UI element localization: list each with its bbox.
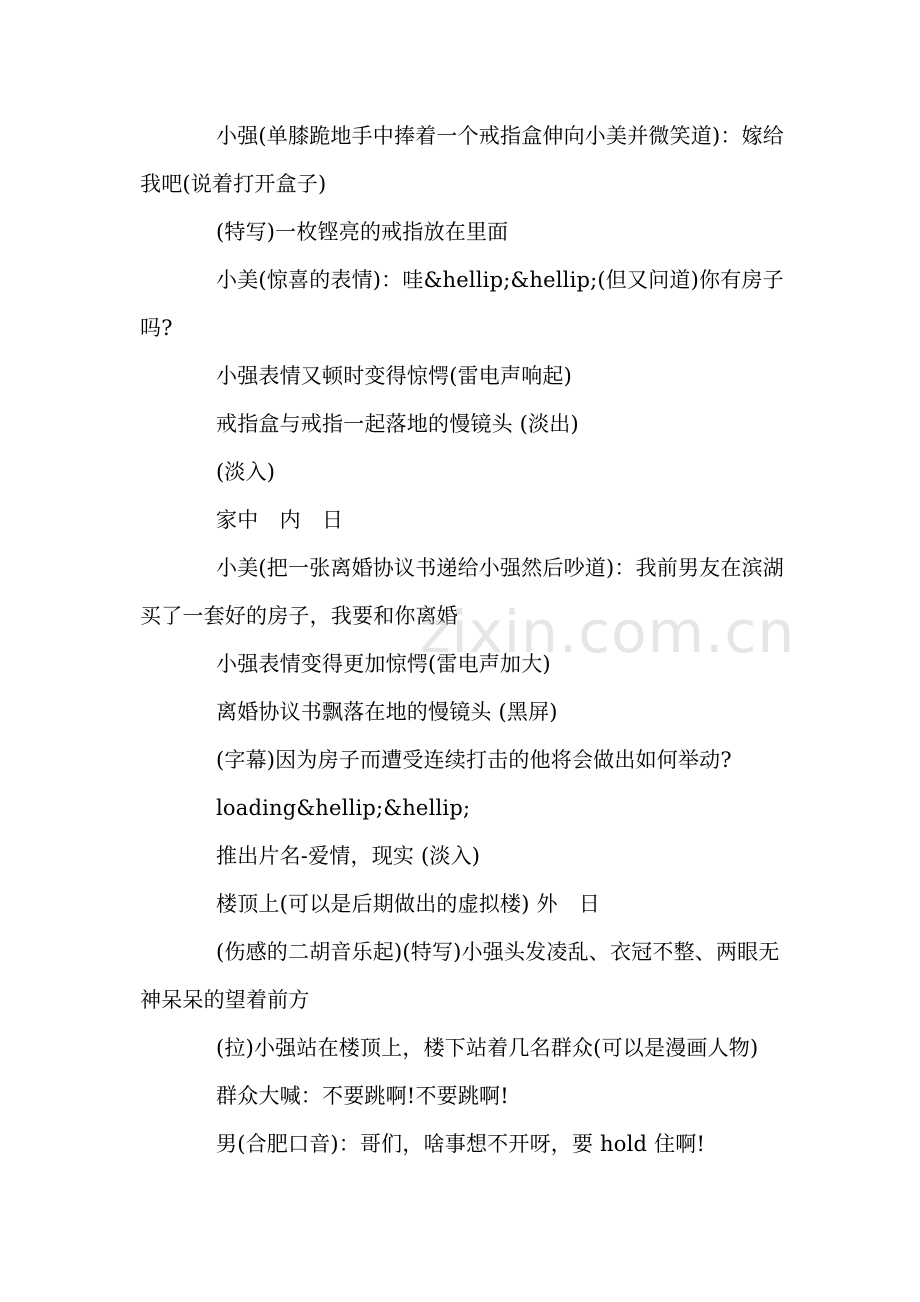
paragraph-2: (特写)一枚铿亮的戒指放在里面 — [216, 220, 509, 244]
paragraph-3: 小美(惊喜的表情)：哇&hellip;&hellip;(但又问道)你有房子吗? — [140, 268, 784, 340]
paragraph-15: (伤感的二胡音乐起)(特写)小强头发凌乱、衣冠不整、两眼无神呆呆的望着前方 — [140, 940, 780, 1012]
paragraph-8: 小美(把一张离婚协议书递给小强然后吵道)：我前男友在滨湖买了一套好的房子，我要和你离婚 — [140, 556, 784, 628]
paragraph-1: 小强(单膝跪地手中捧着一个戒指盒伸向小美并微笑道)：嫁给我吧(说着打开盒子) — [140, 124, 784, 196]
paragraph-11: (字幕)因为房子而遭受连续打击的他将会做出如何举动? — [216, 748, 732, 772]
paragraph-9: 小强表情变得更加惊愕(雷电声加大) — [216, 652, 551, 676]
paragraph-5: 戒指盒与戒指一起落地的慢镜头 (淡出) — [216, 412, 579, 436]
script-body — [140, 112, 785, 1168]
paragraph-7: 家中 内 日 — [216, 508, 344, 532]
watermark: zixin.com.cn — [420, 598, 796, 666]
paragraph-12: loading&hellip;&hellip; — [216, 796, 471, 820]
paragraph-4: 小强表情又顿时变得惊愕(雷电声响起) — [216, 364, 572, 388]
paragraph-10: 离婚协议书飘落在地的慢镜头 (黑屏) — [216, 700, 558, 724]
paragraph-6: (淡入) — [216, 460, 276, 484]
paragraph-17: 群众大喊：不要跳啊!不要跳啊! — [216, 1084, 509, 1108]
paragraph-14: 楼顶上(可以是后期做出的虚拟楼) 外 日 — [216, 892, 601, 916]
paragraph-13: 推出片名-爱情，现实 (淡入) — [216, 844, 481, 868]
paragraph-16: (拉)小强站在楼顶上，楼下站着几名群众(可以是漫画人物) — [216, 1036, 759, 1060]
paragraph-18: 男(合肥口音)：哥们，啥事想不开呀，要 hold 住啊! — [216, 1132, 706, 1156]
